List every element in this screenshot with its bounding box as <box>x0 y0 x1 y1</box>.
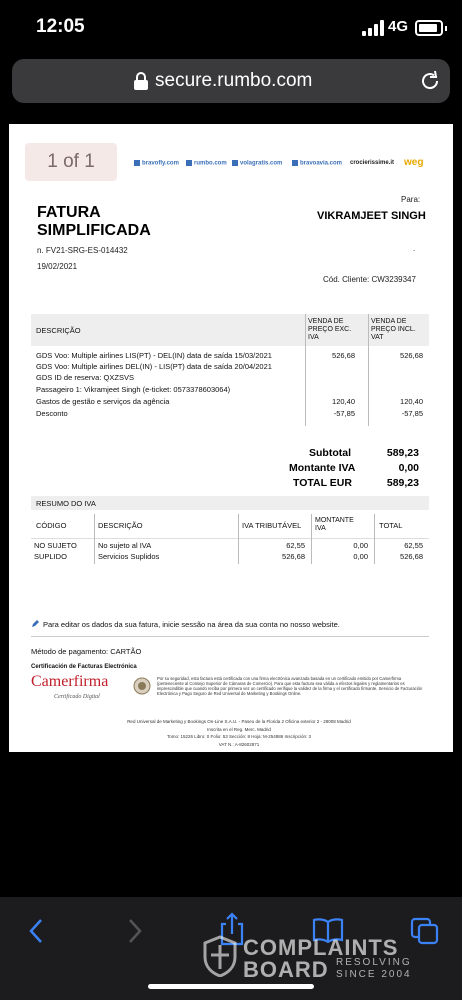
item-price-incl: -57,85 <box>401 409 423 418</box>
item-price-incl: 526,68 <box>400 351 423 360</box>
invoice-date: 19/02/2021 <box>37 262 78 271</box>
company-footer: Red Universal de Marketing y Bookings On-Line S.A.U. - Paseo de la Florida 2 Oficina exterior 2 - 28008 Madrid Inscrita en el Reg. Merc. Madrid Tomo: 15226 Libro: 0 Folio: 53 Sección: 8 Hoja: M-254886 Inscripción: 3 VAT N.: A-82602871 <box>127 719 351 747</box>
items-table-header <box>31 314 429 346</box>
item-description: Desconto <box>36 409 68 418</box>
watermark-line2: BOARD <box>243 957 329 982</box>
address-bar[interactable] <box>12 59 450 103</box>
url-text: secure.rumbo.com <box>155 70 313 91</box>
vat-header-total: TOTAL <box>379 521 403 530</box>
item-description: Gastos de gestão e serviços da agência <box>36 397 170 406</box>
certification-text: Por su seguridad, esta factura está certificada con una firma electrónica avanzada basada en un certificado emitido por Camerfirma (perteneciente al Consejo Superior de Cámaras de Comercio). Para que esta factura sea válida a efectos legales y reglamentarios es imprescindible que cuando reciba por primera vez un certificado verifique la validez de la firma y el certificado firmante. Servicio de Facturación Electrónica y Pago Seguro de Red Universal de Marketing y Bookings Online. <box>157 676 423 696</box>
item-description: GDS Voo: Multiple airlines DEL(IN) - LIS(PT) data de saída 20/04/2021 <box>36 362 272 371</box>
brand-logo: volagratis.com <box>232 160 282 167</box>
vat-header-description: DESCRIÇÃO <box>98 521 143 530</box>
vat-row-base: 526,68 <box>282 552 305 561</box>
column-divider <box>311 514 312 564</box>
column-header-description: DESCRIÇÃO <box>36 326 81 335</box>
vat-header-base: IVA TRIBUTÁVEL <box>242 521 302 530</box>
shield-icon <box>203 935 237 977</box>
watermark-line1: COMPLAINTS <box>243 935 399 960</box>
tabs-icon[interactable] <box>410 917 440 945</box>
column-header-price-incl: VENDA DE PREÇO INCL. VAT <box>371 318 416 341</box>
brand-logo: bravoavia.com <box>292 160 342 167</box>
item-description: GDS ID de reserva: QXZSVS <box>36 373 134 382</box>
home-indicator[interactable] <box>148 984 314 989</box>
page-indicator: 1 of 1 <box>25 143 117 181</box>
reload-icon[interactable] <box>419 70 441 92</box>
column-divider <box>238 514 239 564</box>
vat-row-base: 62,55 <box>286 541 305 550</box>
certification-title: Certificación de Facturas Electrónica <box>31 664 137 670</box>
subtotal-label: Subtotal <box>309 447 351 459</box>
customer-code: Cód. Cliente: CW3239347 <box>323 275 416 284</box>
brand-logo: crocierissime.it <box>350 160 395 166</box>
invoice-title: FATURA SIMPLIFICADA <box>37 204 151 239</box>
brand-logo: bravofly.com <box>134 160 179 167</box>
total-value: 589,23 <box>386 477 419 489</box>
lock-icon <box>133 72 149 90</box>
pencil-icon <box>31 619 40 628</box>
battery-icon <box>415 20 443 36</box>
vat-row-description: Servicios Suplidos <box>98 552 160 561</box>
seal-icon <box>133 677 151 695</box>
customer-name: VIKRAMJEET SINGH <box>317 210 426 222</box>
vat-header-amount: MONTANTE IVA <box>315 517 354 532</box>
camerfirma-subtitle: Certificado Digital <box>54 694 100 700</box>
to-label: Para: <box>401 195 421 204</box>
network-type: 4G <box>388 18 409 35</box>
status-bar <box>0 0 462 54</box>
subtotal-value: 589,23 <box>386 447 419 459</box>
brand-logo: weg <box>404 157 424 168</box>
total-label: TOTAL EUR <box>293 477 352 489</box>
watermark-tagline-2: SINCE 2004 <box>336 969 412 980</box>
vat-row-total: 526,68 <box>400 552 423 561</box>
column-divider <box>374 514 375 564</box>
vat-row-code: NO SUJETO <box>34 541 77 550</box>
status-time: 12:05 <box>36 16 85 37</box>
payment-method: Método de pagamento: CARTÃO <box>31 647 142 656</box>
invoice-number: n. FV21-SRG-ES-014432 <box>37 246 128 255</box>
vat-row-description: No sujeto al IVA <box>98 541 152 550</box>
column-divider <box>94 514 95 564</box>
item-price-excl: 526,68 <box>332 351 355 360</box>
divider <box>31 538 429 539</box>
vat-header-code: CÓDIGO <box>36 521 67 530</box>
vat-row-code: SUPLIDO <box>34 552 67 561</box>
signal-icon <box>362 20 384 36</box>
item-price-excl: -57,85 <box>333 409 355 418</box>
invoice-page <box>9 124 453 752</box>
column-divider <box>305 314 306 426</box>
brand-logos <box>134 157 446 172</box>
vat-amount-label: Montante IVA <box>289 462 356 474</box>
customer-address: . <box>413 244 416 253</box>
vat-row-total: 62,55 <box>404 541 423 550</box>
vat-amount-value: 0,00 <box>398 462 419 474</box>
brand-logo: rumbo.com <box>186 160 227 167</box>
camerfirma-logo: Camerfirma <box>31 673 109 690</box>
back-icon[interactable] <box>27 917 45 945</box>
item-price-excl: 120,40 <box>332 397 355 406</box>
item-price-incl: 120,40 <box>400 397 423 406</box>
column-divider <box>368 314 369 426</box>
vat-row-amount: 0,00 <box>353 552 368 561</box>
divider <box>31 636 429 637</box>
item-description: Passageiro 1: Vikramjeet Singh (e-ticket: 0573378603064) <box>36 385 231 394</box>
vat-row-amount: 0,00 <box>353 541 368 550</box>
watermark-tagline-1: RESOLVING <box>336 957 412 968</box>
item-description: GDS Voo: Multiple airlines LIS(PT) - DEL(IN) data de saída 15/03/2021 <box>36 351 272 360</box>
column-header-price-excl: VENDA DE PREÇO EXC. IVA <box>308 318 352 341</box>
edit-invoice-note: Para editar os dados da sua fatura, inicie sessão na área da sua conta no nosso website. <box>43 620 340 629</box>
vat-summary-title: RESUMO DO IVA <box>36 499 96 508</box>
forward-icon[interactable] <box>126 917 144 945</box>
